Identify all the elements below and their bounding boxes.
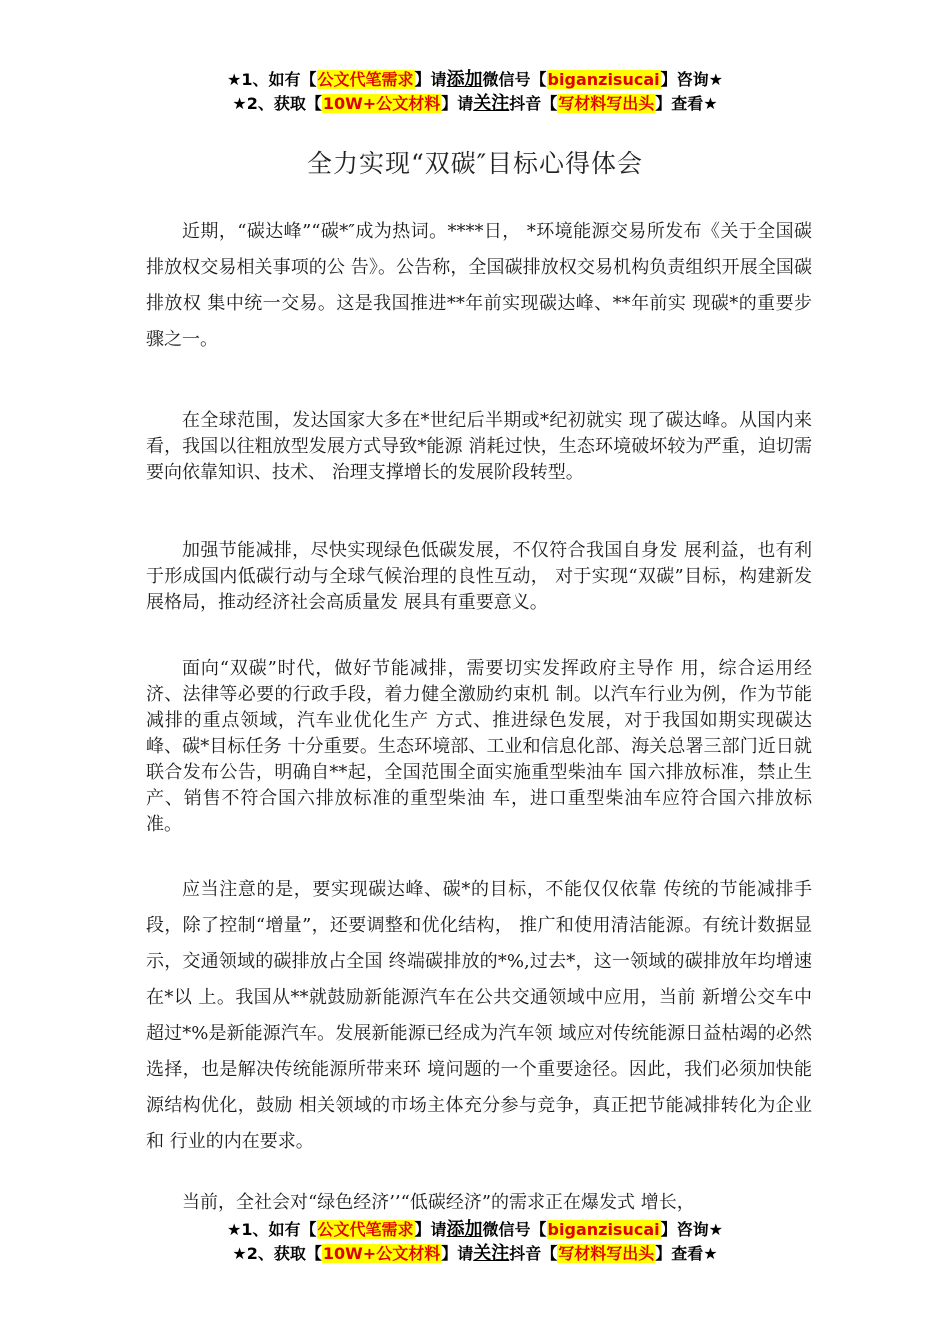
banner-text: 微信号【 (482, 70, 547, 89)
footer-banner (0, 1218, 950, 1266)
banner-text: ★1、如有【 (227, 70, 317, 89)
banner-line-2 (0, 92, 950, 116)
banner-text: 】查看★ (655, 1244, 718, 1263)
banner-highlight: 写材料写出头 (558, 94, 655, 113)
banner-highlight: 10W+公文材料 (322, 94, 441, 113)
banner-emphasis: 关注 (473, 93, 510, 114)
banner-line-1 (0, 1218, 950, 1242)
banner-highlight: 公文代笔需求 (317, 70, 414, 89)
banner-text: 】请 (441, 1244, 474, 1263)
paragraph: 当前，全社会对“绿色经济’’“低碳经济”的需求正在爆发式 增长， (182, 1192, 695, 1213)
paragraph: 加强节能减排，尽快实现绿色低碳发展，不仅符合我国自身发 展利益，也有利于形成国内低碳行动与全球气候治理的良性互动， 对于实现“双碳”目标，构建新发展格局，推动经济社会高质量发 展具有重要意义。 (146, 540, 812, 613)
banner-highlight: 写材料写出头 (558, 1244, 655, 1263)
banner-highlight: 公文代笔需求 (317, 1220, 414, 1239)
banner-highlight: biganzisucai (547, 70, 660, 89)
banner-highlight: biganzisucai (547, 1220, 660, 1239)
banner-text: 】咨询★ (660, 70, 723, 89)
paragraph: 在全球范围，发达国家大多在*世纪后半期或*纪初就实 现了碳达峰。从国内来看，我国以往粗放型发展方式导致*能源 消耗过快，生态环境破坏较为严重，迫切需要向依靠知识、技术、 治理支撑增长的发展阶段转型。 (146, 410, 812, 483)
banner-text: 】咨询★ (660, 1220, 723, 1239)
banner-text: ★1、如有【 (227, 1220, 317, 1239)
banner-text: 】查看★ (655, 94, 718, 113)
banner-text: 抖音【 (509, 1244, 558, 1263)
header-banner (0, 68, 950, 116)
banner-text: ★2、获取【 (232, 94, 322, 113)
banner-text: 】请 (414, 1220, 447, 1239)
banner-line-2 (0, 1242, 950, 1266)
paragraph: 近期，“碳达峰”“碳*″成为热词。****日， *环境能源交易所发布《关于全国碳排放权交易相关事项的公 告》。公告称，全国碳排放权交易机构负责组织开展全国碳排放权 集中统一交易。这是我国推进**年前实现碳达峰、**年前实 现碳*的重要步骤之一。 (146, 221, 812, 350)
document-title: 全力实现“双碳″目标心得体会 (306, 149, 644, 178)
banner-emphasis: 添加 (446, 1219, 483, 1240)
banner-text: 微信号【 (482, 1220, 547, 1239)
banner-text: 抖音【 (509, 94, 558, 113)
banner-line-1 (0, 68, 950, 92)
banner-emphasis: 关注 (473, 1243, 510, 1264)
banner-text: ★2、获取【 (232, 1244, 322, 1263)
paragraph: 面向“双碳”时代，做好节能减排，需要切实发挥政府主导作 用，综合运用经济、法律等必要的行政手段，着力健全激励约束机 制。以汽车行业为例，作为节能减排的重点领域，汽车业优化生产 方式、推进绿色发展，对于我国如期实现碳达峰、碳*目标任务 十分重要。生态环境部、工业和信息化部、海关总署三部门近日就 联合发布公告，明确自**起，全国范围全面实施重型柴油车 国六排放标准，禁止生产、销售不符合国六排放标准的重型柴油 车，进口重型柴油车应符合国六排放标准。 (146, 658, 812, 835)
banner-emphasis: 添加 (446, 69, 483, 90)
banner-text: 】请 (441, 94, 474, 113)
banner-text: 】请 (414, 70, 447, 89)
paragraph: 应当注意的是，要实现碳达峰、碳*的目标，不能仅仅依靠 传统的节能减排手段，除了控制“增量”，还要调整和优化结构， 推广和使用清洁能源。有统计数据显示，交通领域的碳排放占全国 终端碳排放的*%,过去*，这一领域的碳排放年均增速在*以 上。我国从**就鼓励新能源汽车在公共交通领域中应用，当前 新增公交车中超过*%是新能源汽车。发展新能源已经成为汽车领 域应对传统能源日益枯竭的必然选择，也是解决传统能源所带来环 境问题的一个重要途径。因此，我们必须加快能源结构优化，鼓励 相关领域的市场主体充分参与竞争，真正把节能减排转化为企业和 行业的内在要求。 (146, 879, 812, 1152)
banner-highlight: 10W+公文材料 (322, 1244, 441, 1263)
